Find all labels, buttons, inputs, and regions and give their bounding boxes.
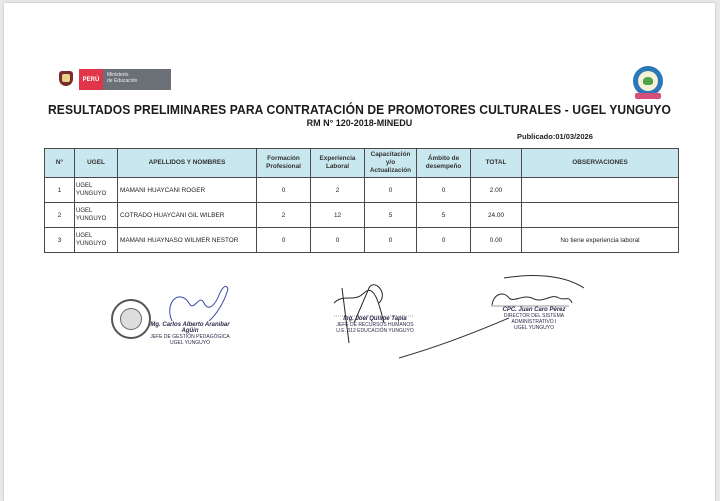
cell-ambito: 5 — [417, 203, 471, 228]
cell-number: 3 — [45, 228, 75, 253]
cell-capacitacion: 5 — [365, 203, 417, 228]
ministry-line-1: Ministerio — [107, 72, 129, 78]
cell-formacion: 2 — [257, 203, 311, 228]
cell-experiencia: 12 — [311, 203, 365, 228]
cell-capacitacion: 0 — [365, 178, 417, 203]
signature-block-1: Mg. Carlos Alberto Aranibar Agüin JEFE DE GESTIÓN PEDAGÓGICA UGEL YUNGUYO — [150, 322, 230, 346]
cell-number: 1 — [45, 178, 75, 203]
col-capacitacion: Capacitación y/o Actualización — [365, 149, 417, 178]
document-title: RESULTADOS PRELIMINARES PARA CONTRATACIÓN DE PROMOTORES CULTURALES - UGEL YUNGUYO — [47, 102, 672, 117]
col-name: APELLIDOS Y NOMBRES — [118, 149, 257, 178]
cell-total: 24.00 — [471, 203, 522, 228]
cell-ugel: UGEL YUNGUYO — [75, 228, 118, 253]
cell-total: 2.00 — [471, 178, 522, 203]
cell-experiencia: 0 — [311, 228, 365, 253]
col-number: N° — [45, 149, 75, 178]
cell-ambito: 0 — [417, 228, 471, 253]
signature-block-2: Ing. Joel Quispe Tapia JEFE DE RECURSOS HUMANOS U.E. 312 EDUCACIÓN YUNGUYO — [336, 316, 414, 334]
published-date: Publicado:01/03/2026 — [517, 132, 593, 141]
cell-ugel: UGEL YUNGUYO — [75, 203, 118, 228]
cell-experiencia: 2 — [311, 178, 365, 203]
cell-name: MAMANI HUAYCANI ROGER — [118, 178, 257, 203]
cell-number: 2 — [45, 203, 75, 228]
col-observaciones: OBSERVACIONES — [522, 149, 679, 178]
col-ugel: UGEL — [75, 149, 118, 178]
col-total: TOTAL — [471, 149, 522, 178]
cell-ambito: 0 — [417, 178, 471, 203]
col-ambito: Ámbito de desempeño — [417, 149, 471, 178]
cell-name: MAMANI HUAYNASO WILMER NESTOR — [118, 228, 257, 253]
signature-block-3: CPC. Juan Caro Pérez DIRECTOR DEL SISTEMA ADMINISTRATIVO I UGEL YUNGUYO — [502, 307, 566, 331]
peru-label: PERÚ — [79, 69, 103, 90]
document-page — [4, 3, 715, 501]
cell-formacion: 0 — [257, 178, 311, 203]
cell-capacitacion: 0 — [365, 228, 417, 253]
cell-name: COTRADO HUAYCANI GIL WILBER — [118, 203, 257, 228]
cell-ugel: UGEL YUNGUYO — [75, 178, 118, 203]
ministry-line-2: de Educación — [107, 78, 138, 84]
document-subtitle: RM N° 120-2018-MINEDU — [306, 118, 413, 128]
col-formacion: Formación Profesional — [257, 149, 311, 178]
cell-total: 0.00 — [471, 228, 522, 253]
signature-scribbles-icon — [4, 3, 715, 501]
cell-formacion: 0 — [257, 228, 311, 253]
cell-observaciones: No tiene experiencia laboral — [522, 228, 679, 253]
col-experiencia: Experiencia Laboral — [311, 149, 365, 178]
